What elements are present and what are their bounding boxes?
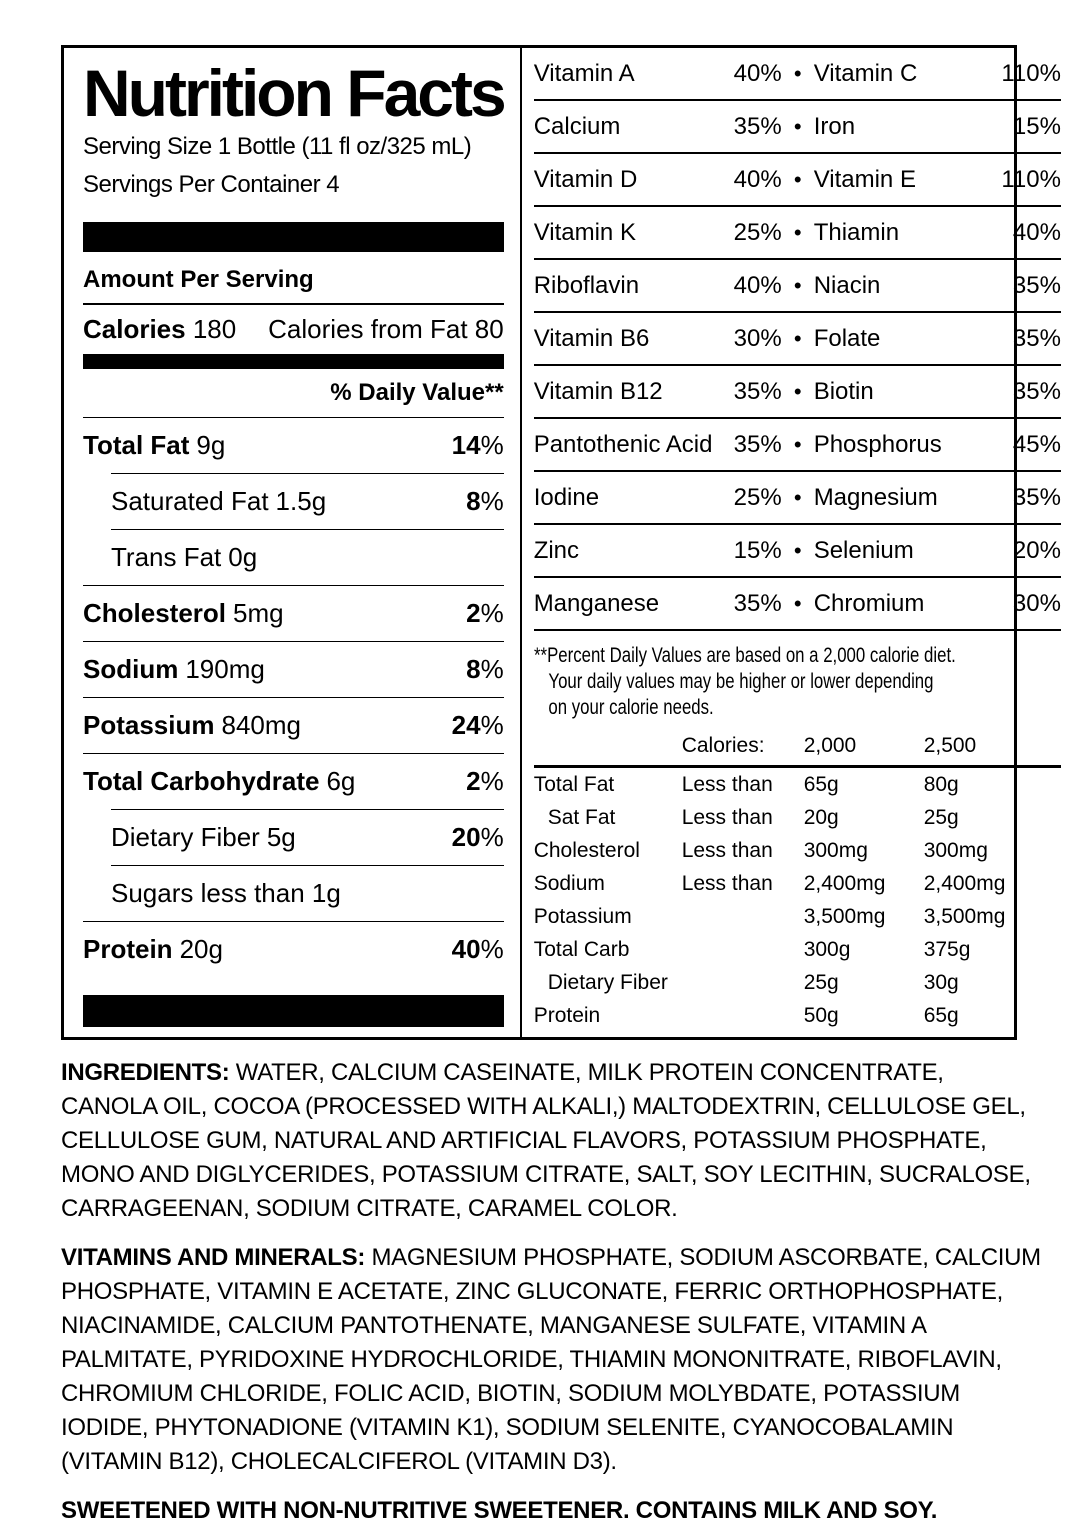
nutrient-amount: 1.5g [275, 486, 327, 516]
nutrient-name: Cholesterol [83, 598, 227, 628]
nutrient-amount: 20g [179, 934, 223, 964]
vitamin-pct: 110% [1001, 59, 1061, 87]
nutrient-dv: 14% [451, 430, 504, 460]
dv-row-name: Potassium [533, 905, 632, 928]
nutrient-amount: 190mg [185, 654, 265, 684]
vitamin-pct: 30% [733, 324, 782, 352]
vitamin-pct: 35% [733, 112, 782, 140]
vitamin-pct: 20% [1012, 536, 1061, 564]
separator-bar-top [83, 222, 504, 252]
vitamin-pct: 35% [1012, 483, 1061, 511]
vitamin-name: Phosphorus [813, 430, 942, 458]
nutrient-dv: 40% [451, 934, 504, 964]
nf-left-column [64, 48, 520, 1037]
dv-row-qualifier [682, 900, 804, 933]
vitamin-row [534, 472, 1061, 525]
vitamin-name: Iodine [533, 483, 600, 511]
dv-row-qualifier [682, 966, 804, 999]
dv-table-row [534, 966, 1061, 999]
bullet-icon: • [793, 431, 802, 457]
nutrient-row [83, 418, 504, 473]
vitamin-name: Vitamin B6 [533, 324, 650, 352]
vitamin-row [534, 366, 1061, 419]
vitamin-pct: 35% [733, 377, 782, 405]
dv-row-v2500: 2,400mg [923, 872, 1006, 895]
bullet-icon: • [793, 166, 802, 192]
vitamin-pct: 35% [1012, 377, 1061, 405]
bullet-icon: • [793, 484, 802, 510]
dv-table-row [534, 900, 1061, 933]
vitamin-pct: 40% [733, 271, 782, 299]
dv-table-header [534, 729, 1061, 768]
vitamins-minerals-paragraph [61, 1241, 1043, 1479]
amount-per-serving-label: Amount Per Serving [83, 266, 504, 305]
vitamin-name: Vitamin B12 [533, 377, 663, 405]
vitamin-row [534, 313, 1061, 366]
nutrient-amount: 5mg [233, 598, 284, 628]
nutrient-name: Potassium [83, 710, 215, 740]
nutrient-row [83, 530, 504, 585]
serving-size-text: Serving Size 1 Bottle (11 fl oz/325 mL) [83, 133, 472, 160]
dv-row-name: Sodium [533, 872, 605, 895]
dv-row-qualifier: Less than [681, 839, 773, 862]
vitamin-name: Vitamin D [533, 165, 638, 193]
vitamin-name: Vitamin C [813, 59, 918, 87]
separator-bar-bottom [83, 995, 504, 1027]
dv-row-v2500: 375g [923, 938, 971, 961]
servings-per-container-text: Servings Per Container 4 [83, 171, 340, 198]
nutrient-amount: 5g [266, 822, 296, 852]
dv-row-qualifier [682, 933, 804, 966]
vitamin-pct: 15% [733, 536, 782, 564]
calories-header-label: Calories: [681, 734, 765, 757]
vitamin-name: Zinc [533, 536, 580, 564]
dv-row-v2000: 65g [803, 773, 839, 796]
ingredients-paragraph [61, 1056, 1043, 1226]
ingredients-label: INGREDIENTS: [61, 1059, 230, 1086]
daily-value-header: % Daily Value** [83, 369, 504, 418]
dv-table-row [534, 768, 1061, 801]
dv-row-v2500: 80g [923, 773, 959, 796]
dv-row-name: Total Fat [533, 773, 615, 796]
vitamin-pct: 40% [1012, 218, 1061, 246]
dv-table-row [534, 867, 1061, 900]
bottom-text-section [61, 1056, 1043, 1528]
vitamin-name: Folate [813, 324, 881, 352]
bullet-icon: • [793, 219, 802, 245]
nutrient-dv: 24% [451, 710, 504, 740]
dv-row-v2500: 300mg [923, 839, 988, 862]
vitamin-name: Vitamin E [813, 165, 916, 193]
nutrient-name: Saturated Fat [111, 486, 269, 516]
vitamin-row [534, 525, 1061, 578]
footnote-text [534, 643, 1061, 721]
ingredients-text: WATER, CALCIUM CASEINATE, MILK PROTEIN CONCENTRATE, CANOLA OIL, COCOA (PROCESSED WITH ALKALI,) MALTODEXTRIN, CELLULOSE GEL, CELLULOSE GUM, NATURAL AND ARTIFICIAL FLAVORS, POTASSIUM PHOSPHATE, MONO AND DIGLYCERIDES, POTASSIUM CITRATE, SALT, SOY LECITHIN, SUCRALOSE, CARRAGEENAN, SODIUM CITRATE, CARAMEL COLOR. [61, 1059, 1031, 1222]
vitamin-row [534, 48, 1061, 101]
vitamin-row [534, 578, 1061, 631]
vitamin-pct: 30% [1012, 589, 1061, 617]
bullet-icon: • [793, 60, 802, 86]
nutrient-name: Trans Fat [111, 542, 222, 572]
nutrient-row [83, 586, 504, 641]
bullet-icon: • [793, 272, 802, 298]
vitamin-name: Calcium [533, 112, 621, 140]
calories-value: 180 [192, 314, 237, 344]
dv-row-v2500: 65g [923, 1004, 959, 1027]
sweetener-note: SWEETENED WITH NON-NUTRITIVE SWEETENER. CONTAINS MILK AND SOY. [61, 1497, 938, 1524]
dv-table-row [534, 801, 1061, 834]
dv-table-row [534, 999, 1061, 1032]
nutrient-name: Sugars less than 1g [111, 878, 341, 908]
dv-row-name: Total Carb [533, 938, 630, 961]
vitamin-pct: 45% [1012, 430, 1061, 458]
vitamin-name: Vitamin A [533, 59, 635, 87]
vitamin-pct: 35% [1012, 271, 1061, 299]
dv-row-qualifier: Less than [681, 872, 773, 895]
vitamin-pct: 35% [733, 589, 782, 617]
nutrient-dv: 20% [451, 822, 504, 852]
nutrient-amount: 6g [326, 766, 356, 796]
bullet-icon: • [793, 590, 802, 616]
vitamin-pct: 110% [1001, 165, 1061, 193]
vitamins-minerals-text: MAGNESIUM PHOSPHATE, SODIUM ASCORBATE, CALCIUM PHOSPHATE, VITAMIN E ACETATE, ZINC GLUCONATE, FERRIC ORTHOPHOSPHATE, NIACINAMIDE, CALCIUM PANTOTHENATE, MANGANESE SULFATE, VITAMIN A PALMITATE, PYRIDOXINE HYDROCHLORIDE, THIAMIN MONONITRATE, RIBOFLAVIN, CHROMIUM CHLORIDE, FOLIC ACID, BIOTIN, SODIUM MOLYBDATE, POTASSIUM IODIDE, PHYTONADIONE (VITAMIN K1), SODIUM SELENITE, CYANOCOBALAMIN (VITAMIN B12), CHOLECALCIFEROL (VITAMIN D3). [61, 1244, 1041, 1475]
dv-row-name: Cholesterol [533, 839, 640, 862]
nutrient-row [83, 866, 504, 921]
dv-row-v2500: 25g [923, 806, 959, 829]
nutrient-row [83, 642, 504, 697]
bullet-icon: • [793, 378, 802, 404]
dv-row-v2000: 20g [803, 806, 839, 829]
vitamins-minerals-label: VITAMINS AND MINERALS: [61, 1244, 366, 1271]
bullet-icon: • [793, 537, 802, 563]
vitamin-name: Selenium [813, 536, 914, 564]
vitamin-name: Riboflavin [533, 271, 640, 299]
dv-table-row [534, 933, 1061, 966]
separator-bar-mid [83, 354, 504, 369]
vitamin-pct: 25% [733, 483, 782, 511]
calories-left [83, 314, 236, 344]
vitamin-name: Magnesium [813, 483, 938, 511]
footnote-line: on your calorie needs. [548, 696, 714, 719]
dv-table-row [534, 834, 1061, 867]
vitamin-name: Chromium [813, 589, 925, 617]
nutrient-name: Protein [83, 934, 173, 964]
vitamin-pct: 15% [1012, 112, 1061, 140]
footnote-line: **Percent Daily Values are based on a 2,000 calorie diet. [533, 644, 956, 667]
dv-row-v2000: 300g [803, 938, 851, 961]
vitamin-row [534, 154, 1061, 207]
nutrient-amount: 9g [196, 430, 226, 460]
dv-row-name: Protein [533, 1004, 601, 1027]
calories-row [83, 305, 504, 354]
vitamin-row [534, 207, 1061, 260]
nutrient-dv: 2% [466, 766, 504, 796]
dv-row-v2000: 300mg [803, 839, 868, 862]
nutrient-name: Dietary Fiber [111, 822, 260, 852]
nutrient-dv: 8% [466, 654, 504, 684]
nutrient-row [83, 474, 504, 529]
vitamin-name: Manganese [533, 589, 660, 617]
bullet-icon: • [793, 325, 802, 351]
dv-row-qualifier: Less than [681, 806, 773, 829]
dv-row-qualifier [682, 999, 804, 1032]
vitamin-row [534, 419, 1061, 472]
vitamin-pct: 35% [733, 430, 782, 458]
nutrient-name: Sodium [83, 654, 179, 684]
calories-from-fat-text: Calories from Fat 80 [268, 314, 504, 344]
vitamin-name: Vitamin K [533, 218, 636, 246]
col-2500-header: 2,500 [923, 734, 977, 757]
daily-values-table [534, 729, 1061, 1032]
nutrient-row [83, 810, 504, 865]
dv-row-name: Sat Fat [547, 806, 616, 829]
bullet-icon: • [793, 113, 802, 139]
nutrient-dv: 8% [466, 486, 504, 516]
vitamin-pct: 35% [1012, 324, 1061, 352]
vitamin-name: Pantothenic Acid [533, 430, 713, 458]
dv-row-v2500: 30g [923, 971, 959, 994]
nutrient-dv: 2% [466, 598, 504, 628]
nutrient-row [83, 922, 504, 977]
nutrient-name: Total Fat [83, 430, 190, 460]
dv-row-v2000: 3,500mg [803, 905, 886, 928]
footnote-line: Your daily values may be higher or lower depending [548, 670, 934, 693]
vitamin-name: Biotin [813, 377, 874, 405]
dv-row-qualifier: Less than [681, 773, 773, 796]
spacer [534, 733, 682, 759]
calories-label: Calories [83, 314, 186, 344]
nutrient-name: Total Carbohydrate [83, 766, 320, 796]
dv-row-name: Dietary Fiber [547, 971, 668, 994]
vitamin-name: Iron [813, 112, 856, 140]
nutrient-row [83, 754, 504, 809]
vitamin-pct: 40% [733, 59, 782, 87]
col-2000-header: 2,000 [803, 734, 857, 757]
vitamin-name: Niacin [813, 271, 881, 299]
dv-row-v2500: 3,500mg [923, 905, 1006, 928]
nutrient-amount: 0g [228, 542, 258, 572]
nutrition-facts-panel [61, 45, 1061, 1040]
dv-row-v2000: 50g [803, 1004, 839, 1027]
vitamin-name: Thiamin [813, 218, 900, 246]
vitamin-pct: 25% [733, 218, 782, 246]
nf-right-column [520, 48, 1073, 1037]
vitamin-row [534, 101, 1061, 154]
vitamin-row [534, 260, 1061, 313]
dv-row-v2000: 25g [803, 971, 839, 994]
dv-row-v2000: 2,400mg [803, 872, 886, 895]
nf-title: Nutrition Facts [83, 56, 504, 130]
nutrient-amount: 840mg [221, 710, 301, 740]
vitamin-pct: 40% [733, 165, 782, 193]
nutrient-row [83, 698, 504, 753]
